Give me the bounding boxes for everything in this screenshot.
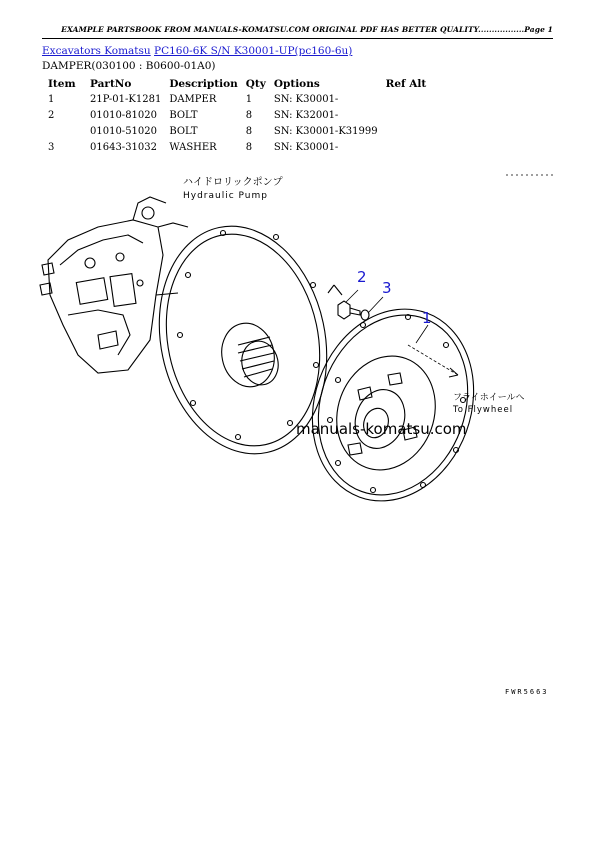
cell-options: SN: K30001- [273,94,339,105]
cell-partno: 01010-51020 [90,126,158,137]
table-row [42,125,450,141]
breadcrumb [42,45,352,57]
col-header-options: Options [273,78,320,90]
page-header: EXAMPLE PARTSBOOK FROM MANUALS-KOMATSU.COM ORIGINAL PDF HAS BETTER QUALITY.................Page 1 [61,25,553,34]
cell-description: WASHER [169,142,217,153]
cell-options: SN: K32001- [273,110,339,121]
cell-options: SN: K30001- [273,142,339,153]
callout-2: 2 [357,268,367,286]
cell-partno: 01010-81020 [90,110,158,121]
hydraulic-pump-drawing [40,197,188,373]
cell-refalt [382,109,450,125]
table-row [42,141,450,157]
cell-description: BOLT [169,110,198,121]
cell-description: BOLT [169,126,198,137]
section-title: DAMPER(030100 : B0600-01A0) [42,60,216,72]
cell-refalt [382,141,450,157]
flywheel-label-jp: フライホイールへ [453,393,525,403]
flywheel-label-en: To Flywheel [453,405,514,415]
cell-partno: 21P-01-K1281 [90,94,162,105]
table-row [42,109,450,125]
callout-1: 1 [422,309,432,327]
table-header-row [42,77,450,93]
col-header-item: Item [48,78,76,90]
figure-code: FWR5663 [505,688,549,696]
pump-label-jp: ハイドロリックポンプ [183,177,283,188]
cell-description: DAMPER [169,94,217,105]
cell-item [42,125,86,141]
callout-3: 3 [382,279,392,297]
cell-item: 2 [48,110,55,121]
cell-refalt [382,93,450,109]
cell-item: 3 [48,142,55,153]
table-row [42,93,450,109]
cell-options: SN: K30001-K31999 [273,126,378,137]
pump-label-en: Hydraulic Pump [183,191,268,201]
col-header-refalt: Ref Alt [385,78,427,90]
cell-item: 1 [48,94,55,105]
cell-partno: 01643-31032 [90,142,158,153]
parts-table [42,77,450,157]
col-header-description: Description [169,78,238,90]
header-divider [42,38,553,39]
cell-qty: 1 [245,94,253,105]
col-header-partno: PartNo [90,78,132,90]
cell-qty: 8 [245,142,253,153]
breadcrumb-link-excavators[interactable]: Excavators Komatsu [42,45,151,57]
col-header-qty: Qty [245,78,266,90]
cell-refalt [382,125,450,141]
cell-qty: 8 [245,110,253,121]
breadcrumb-link-model[interactable]: PC160-6K S/N K30001-UP(pc160-6u) [154,45,353,57]
cell-qty: 8 [245,126,253,137]
bolt-washer-drawing [328,285,369,320]
watermark: manuals-komatsu.com [296,420,467,438]
exploded-parts-diagram [38,165,558,505]
